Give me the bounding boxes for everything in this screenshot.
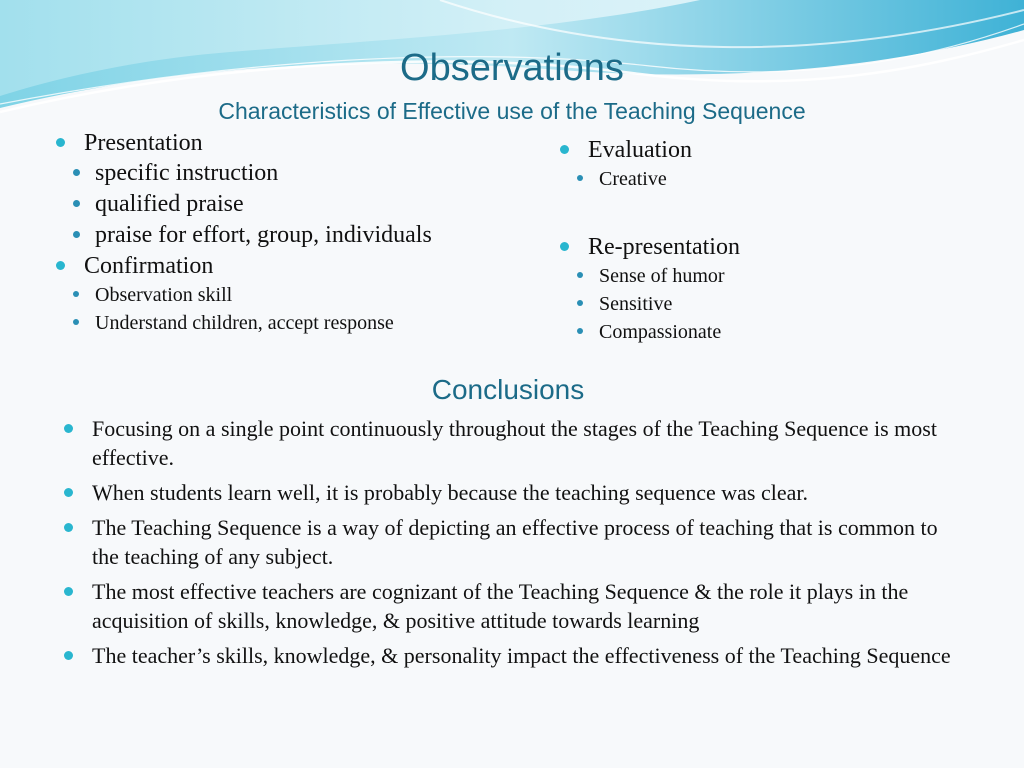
sub-bullet-text: Sensitive: [599, 293, 673, 315]
sub-bullet-text: Compassionate: [599, 321, 722, 343]
bullet-label: Confirmation: [84, 253, 214, 279]
sub-bullet: [558, 165, 988, 193]
confirmation-subitems: [54, 281, 524, 337]
sub-bullet-text: Creative: [599, 168, 667, 190]
sub-bullet: [54, 309, 524, 337]
bullet-dot-icon: [73, 291, 79, 297]
conclusion-text: The most effective teachers are cognizant of the Teaching Sequence & the role it plays in the acquisition of skills, knowledge, & positive attitude towards learning: [92, 579, 909, 633]
spacer: [558, 193, 988, 232]
bullet-re-presentation: [558, 232, 988, 262]
conclusions-heading: Conclusions: [431, 374, 585, 405]
conclusion-item: [62, 414, 962, 472]
conclusion-item: [62, 478, 962, 507]
sub-bullet-text: Observation skill: [95, 284, 233, 306]
bullet-dot-icon: [73, 169, 80, 176]
conclusion-text: The teacher’s skills, knowledge, & personality impact the effectiveness of the Teaching Sequence: [92, 643, 951, 668]
bullet-label: Presentation: [84, 130, 203, 156]
conclusion-item: [62, 577, 962, 635]
sub-bullet: [558, 262, 988, 290]
sub-bullet: [54, 189, 524, 220]
left-bullet-column: [54, 128, 524, 337]
sub-bullet: [54, 220, 524, 251]
slide-title: Observations: [400, 47, 624, 89]
bullet-dot-icon: [64, 523, 73, 532]
bullet-label: Evaluation: [588, 137, 692, 163]
bullet-dot-icon: [56, 261, 65, 270]
bullet-dot-icon: [73, 319, 79, 325]
bullet-label: Re-presentation: [588, 234, 740, 260]
bullet-dot-icon: [560, 242, 569, 251]
bullet-dot-icon: [577, 300, 583, 306]
bullet-confirmation: [54, 251, 524, 281]
conclusion-text: When students learn well, it is probably because the teaching sequence was clear.: [92, 480, 808, 505]
conclusion-text: Focusing on a single point continuously throughout the stages of the Teaching Sequence is most effective.: [92, 416, 937, 470]
conclusion-item: [62, 641, 962, 670]
bullet-dot-icon: [64, 587, 73, 596]
sub-bullet-text: Understand children, accept response: [95, 312, 394, 334]
presentation-subitems: [54, 158, 524, 251]
slide-subtitle: Characteristics of Effective use of the Teaching Sequence: [218, 98, 806, 124]
bullet-presentation: [54, 128, 524, 158]
bullet-dot-icon: [577, 175, 583, 181]
bullet-evaluation: [558, 135, 988, 165]
re-presentation-subitems: [558, 262, 988, 346]
sub-bullet-text: specific instruction: [95, 160, 279, 186]
sub-bullet: [54, 158, 524, 189]
bullet-dot-icon: [73, 231, 80, 238]
sub-bullet: [558, 318, 988, 346]
sub-bullet: [558, 290, 988, 318]
sub-bullet-text: praise for effort, group, individuals: [95, 222, 432, 248]
conclusion-item: [62, 513, 962, 571]
right-bullet-column: [558, 135, 988, 346]
evaluation-subitems: [558, 165, 988, 193]
bullet-dot-icon: [577, 272, 583, 278]
bullet-dot-icon: [64, 651, 73, 660]
bullet-dot-icon: [73, 200, 80, 207]
sub-bullet-text: qualified praise: [95, 191, 244, 217]
bullet-dot-icon: [64, 424, 73, 433]
sub-bullet: [54, 281, 524, 309]
conclusions-list: [62, 414, 962, 676]
bullet-dot-icon: [560, 145, 569, 154]
sub-bullet-text: Sense of humor: [599, 265, 725, 287]
bullet-dot-icon: [64, 488, 73, 497]
bullet-dot-icon: [56, 138, 65, 147]
bullet-dot-icon: [577, 328, 583, 334]
conclusion-text: The Teaching Sequence is a way of depicting an effective process of teaching that is common to the teaching of any subject.: [92, 515, 938, 569]
